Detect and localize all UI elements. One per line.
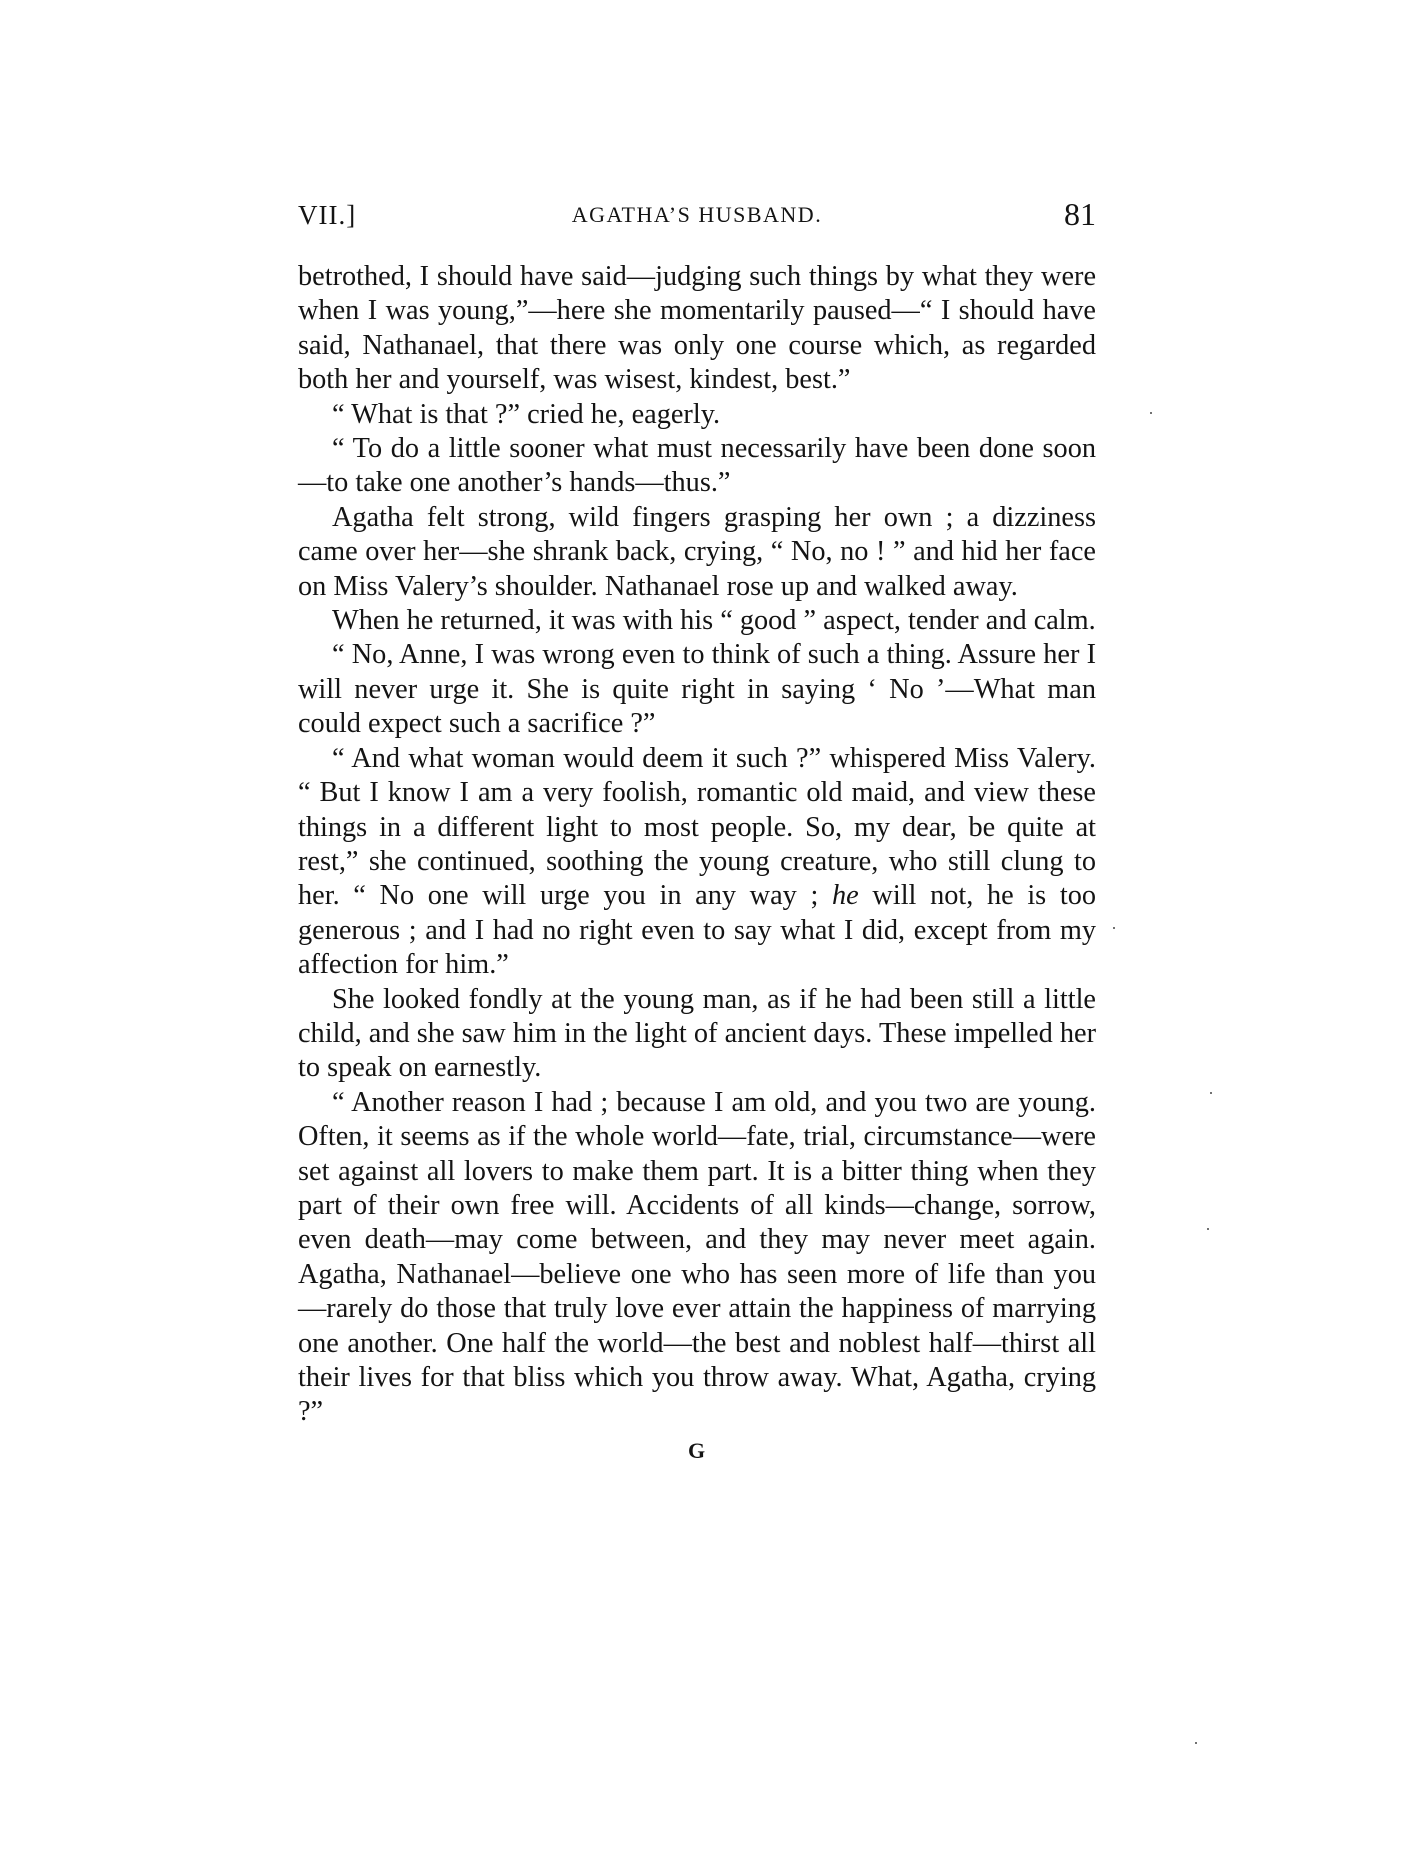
paragraph: “ What is that ?” cried he, eagerly. — [332, 398, 721, 430]
scan-speck — [1195, 1742, 1197, 1744]
scan-speck — [1150, 412, 1152, 414]
page-number: 81 — [1064, 196, 1096, 232]
paragraph: “ To do a little sooner what must necessarily have been done soon—to take one another’s hands—thus.” — [298, 433, 1096, 499]
paragraph — [298, 742, 1096, 983]
paragraph-text: will not, he is too generous ; and I had no right even to say what I did, except from my affection for him.” — [298, 880, 1097, 981]
paragraph: When he returned, it was with his “ good ” aspect, tender and calm. — [332, 605, 1096, 637]
scan-speck — [1210, 1092, 1212, 1094]
paragraph: She looked fondly at the young man, as if he had been still a little child, and she saw him in the light of ancient days. These impelled her to speak on earnestly. — [298, 983, 1096, 1084]
paragraph: “ No, Anne, I was wrong even to think of such a thing. Assure her I will never urge it. She is quite right in saying ‘ No ’—What man could expect such a sacrifice ?” — [298, 639, 1096, 740]
signature-mark: G — [687, 1437, 707, 1463]
running-head — [298, 196, 1096, 244]
scan-speck — [1113, 927, 1115, 929]
book-page — [298, 196, 1097, 1464]
paragraph-text: “ And what woman would deem it such ?” whispered Miss Valery. “ But I know I am a very foolish, romantic old maid, and view these things in a different light to most people. So, my dear, be quite at rest,” she continued, soothing the young creature, who still clung to her. “ No one will urge you in any way ; — [298, 742, 1096, 912]
paragraph: “ Another reason I had ; because I am old, and you two are young. Often, it seems as if the whole world—fate, trial, circumstance—were set against all lovers to make them part. It is a bitter thing when they part of their own free will. Accidents of all kinds—change, sorrow, even death—may come between, and they may never meet again. Agatha, Nathanael—believe one who has seen more of life than you—rarely do those that truly love ever attain the happiness of marrying one another. One half the world—the best and noblest half—thirst all their lives for that bliss which you throw away. What, Agatha, crying ?” — [298, 1086, 1096, 1428]
paragraph: Agatha felt strong, wild fingers grasping her own ; a dizziness came over her—she shrank back, crying, “ No, no ! ” and hid her face on Miss Valery’s shoulder. Nathanael rose up and walked away. — [298, 501, 1096, 602]
body-text — [298, 260, 1096, 1430]
scan-speck — [1207, 1228, 1209, 1230]
running-title: AGATHA’S HUSBAND. — [571, 202, 823, 227]
chapter-marker: VII.] — [298, 200, 357, 230]
paragraph: betrothed, I should have said—judging such things by what they were when I was young,”—here she momentarily paused—“ I should have said, Nathanael, that there was only one course which, as regarded both her and yourself, was wisest, kindest, best.” — [298, 261, 1096, 396]
emphasis: he — [832, 880, 859, 912]
